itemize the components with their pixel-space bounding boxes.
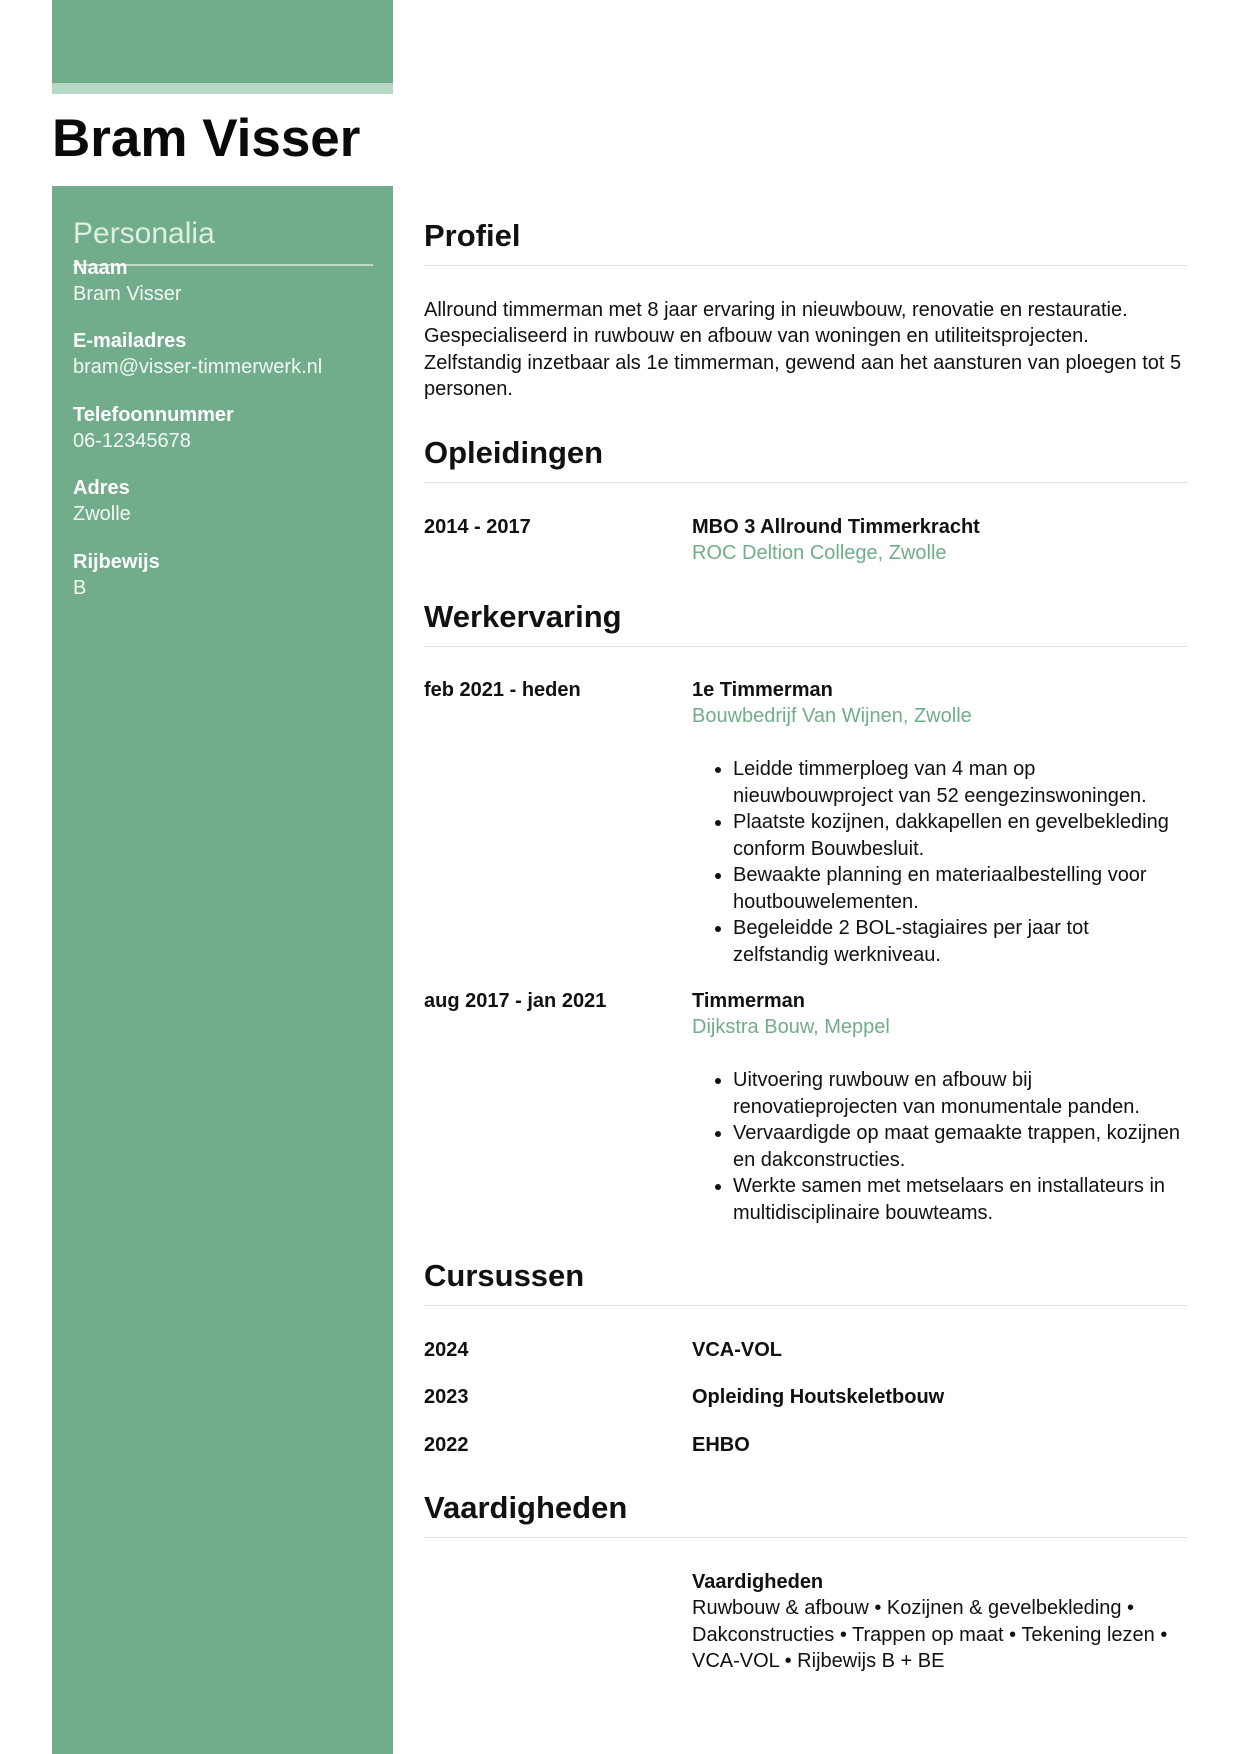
entry-date: feb 2021 - heden (424, 679, 581, 701)
entry-employer: Dijkstra Bouw, Meppel (692, 1016, 890, 1038)
skills-subtitle: Vaardigheden (692, 1571, 824, 1593)
entry-title: VCA-VOL (692, 1339, 782, 1361)
list-item: • Werkte samen met metselaars en installateurs in multidisciplinaire bouwteams. (733, 1173, 1188, 1226)
field-label: Adres (73, 477, 130, 499)
entry-body (692, 988, 1188, 1226)
field-name (73, 255, 373, 307)
field-label: Naam (73, 257, 128, 279)
entry-date: aug 2017 - jan 2021 (424, 990, 607, 1012)
sidebar-title: Personalia (73, 217, 215, 250)
entry-bullets (692, 756, 1188, 968)
field-value: B (73, 577, 87, 599)
section-divider (424, 1305, 1188, 1306)
section-divider (424, 265, 1188, 266)
field-value: Zwolle (73, 503, 131, 525)
list-item: • Plaatste kozijnen, dakkapellen en gevelbekleding conform Bouwbesluit. (733, 809, 1188, 862)
entry-date: 2023 (424, 1386, 469, 1408)
entry-title: 1e Timmerman (692, 679, 833, 701)
header-color-block (52, 0, 393, 83)
field-label: E-mailadres (73, 330, 187, 352)
field-license (73, 549, 373, 601)
field-label: Telefoonnummer (73, 404, 234, 426)
section-title-education: Opleidingen (424, 435, 604, 470)
field-value: 06-12345678 (73, 430, 191, 452)
section-divider (424, 1537, 1188, 1538)
entry-title: Timmerman (692, 990, 806, 1012)
field-value: bram@visser-timmerwerk.nl (73, 356, 323, 378)
entry-date: 2024 (424, 1339, 469, 1361)
field-address (73, 475, 373, 527)
list-item: • Begeleidde 2 BOL-stagiaires per jaar tot zelfstandig werkniveau. (733, 915, 1188, 968)
field-label: Rijbewijs (73, 551, 160, 573)
list-item: • Uitvoering ruwbouw en afbouw bij renovatieprojecten van monumentale panden. (733, 1067, 1188, 1120)
list-item: • Bewaakte planning en materiaalbestelling voor houtbouwelementen. (733, 862, 1188, 915)
entry-title: EHBO (692, 1434, 750, 1456)
entry-body (692, 1384, 1188, 1410)
skills-list: Ruwbouw & afbouw • Kozijnen & gevelbekleding • Dakconstructies • Trappen op maat • Tekening lezen • VCA-VOL • Rijbewijs B + BE (692, 1597, 1168, 1672)
entry-body (692, 1337, 1188, 1363)
entry-title: MBO 3 Allround Timmerkracht (692, 516, 980, 538)
section-divider (424, 482, 1188, 483)
section-title-experience: Werkervaring (424, 599, 622, 634)
field-value: Bram Visser (73, 283, 182, 305)
entry-body (692, 1569, 1188, 1675)
entry-institution: ROC Deltion College, Zwolle (692, 542, 947, 564)
section-title-skills: Vaardigheden (424, 1490, 628, 1525)
candidate-name: Bram Visser (52, 109, 361, 168)
entry-employer: Bouwbedrijf Van Wijnen, Zwolle (692, 705, 972, 727)
entry-date: 2014 - 2017 (424, 516, 531, 538)
section-title-courses: Cursussen (424, 1258, 585, 1293)
entry-body (692, 1432, 1188, 1458)
entry-title: Opleiding Houtskeletbouw (692, 1386, 945, 1408)
field-email (73, 328, 373, 380)
entry-date: 2022 (424, 1434, 469, 1456)
section-title-profile: Profiel (424, 218, 521, 253)
list-item: • Vervaardigde op maat gemaakte trappen, kozijnen en dakconstructies. (733, 1120, 1188, 1173)
section-divider (424, 646, 1188, 647)
personal-details-sidebar (52, 186, 393, 1754)
list-item: • Leidde timmerploeg van 4 man op nieuwbouwproject van 52 eengezinswoningen. (733, 756, 1188, 809)
field-phone (73, 402, 373, 454)
profile-summary: Allround timmerman met 8 jaar ervaring in nieuwbouw, renovatie en restauratie. Gespecialiseerd in ruwbouw en afbouw van woningen en utiliteitsprojecten. Zelfstandig inzetbaar als 1e timmerman, gewend aan het aansturen van ploegen tot 5 personen. (424, 299, 1182, 400)
entry-body (692, 514, 1188, 567)
header-accent-stripe (52, 83, 393, 94)
entry-body (692, 677, 1188, 968)
entry-bullets (692, 1067, 1188, 1226)
